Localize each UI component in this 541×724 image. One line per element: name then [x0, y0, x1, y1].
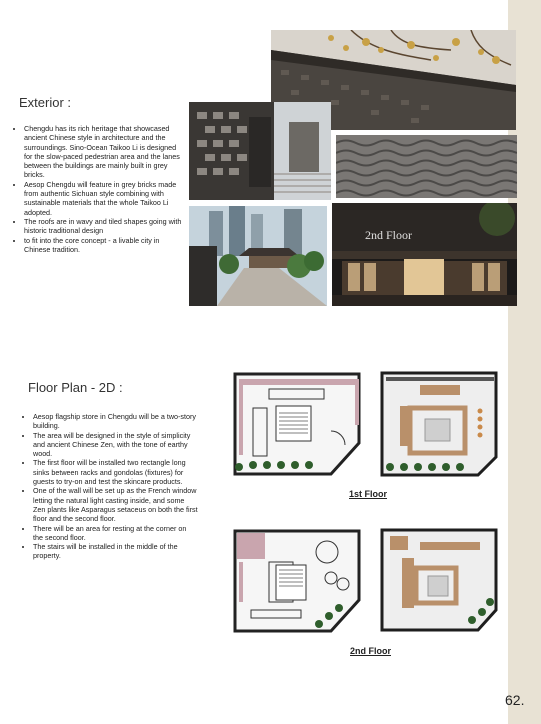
roof-tiles-photo [336, 135, 517, 198]
floorplan-bullet: • The stairs will be installed in the middle of the property. [33, 542, 198, 561]
second-floor-plan-render [380, 528, 498, 634]
night-storefront-photo [332, 203, 517, 306]
second-floor-plan-drawing [231, 528, 363, 634]
floorplan-bullet: • There will be an area for resting at the corner on the second floor. [33, 524, 198, 543]
floorplan-heading: Floor Plan - 2D : [28, 380, 123, 395]
second-floor-label: 2nd Floor [350, 646, 391, 656]
first-floor-label: 1st Floor [349, 489, 388, 499]
street-view-photo [189, 206, 327, 306]
exterior-heading: Exterior : [19, 95, 72, 110]
first-floor-plan-render [380, 371, 498, 477]
exterior-bullet: • to fit into the core concept - a livable city in Chinese tradition. [24, 236, 186, 255]
exterior-bullet: • The roofs are in wavy and tiled shapes going with historic traditional design [24, 217, 186, 236]
floorplan-bullet: • Aesop flagship store in Chengdu will be a two-story building. [33, 412, 198, 431]
photo-caption: 2nd Floor [365, 228, 413, 242]
brick-wall-photo [189, 102, 331, 200]
exterior-bullet: • Chengdu has its rich heritage that showcased ancient Chinese style in architecture and the surroundings. Sino-Ocean Taikoo Li is designed for the slow-paced pedestrian area and the lanes between the buildings are mainly built in grey bricks. [24, 124, 186, 180]
first-floor-plan-drawing [231, 371, 363, 477]
exterior-bullet-list [13, 124, 186, 254]
page-number: 62. [505, 692, 525, 708]
floorplan-bullet: • The area will be designed in the style of simplicity and ancient Chinese Zen, with the tone of earthy wood. [33, 431, 198, 459]
floorplan-bullet: • One of the wall will be set up as the French window letting the natural light casting inside, and some Zen plants like Asparagus setaceus on both the first floor and the second floor. [33, 486, 198, 523]
exterior-bullet: • Aesop Chengdu will feature in grey bricks made from authentic Sichuan style combining with sustainable materials that the whole Taikoo Li adopted. [24, 180, 186, 217]
floorplan-bullet: • The first floor will be installed two rectangle long sinks between racks and gondolas (fixtures) for guests to try-on and test the skincare products. [33, 458, 198, 486]
floorplan-bullet-list [22, 412, 198, 561]
